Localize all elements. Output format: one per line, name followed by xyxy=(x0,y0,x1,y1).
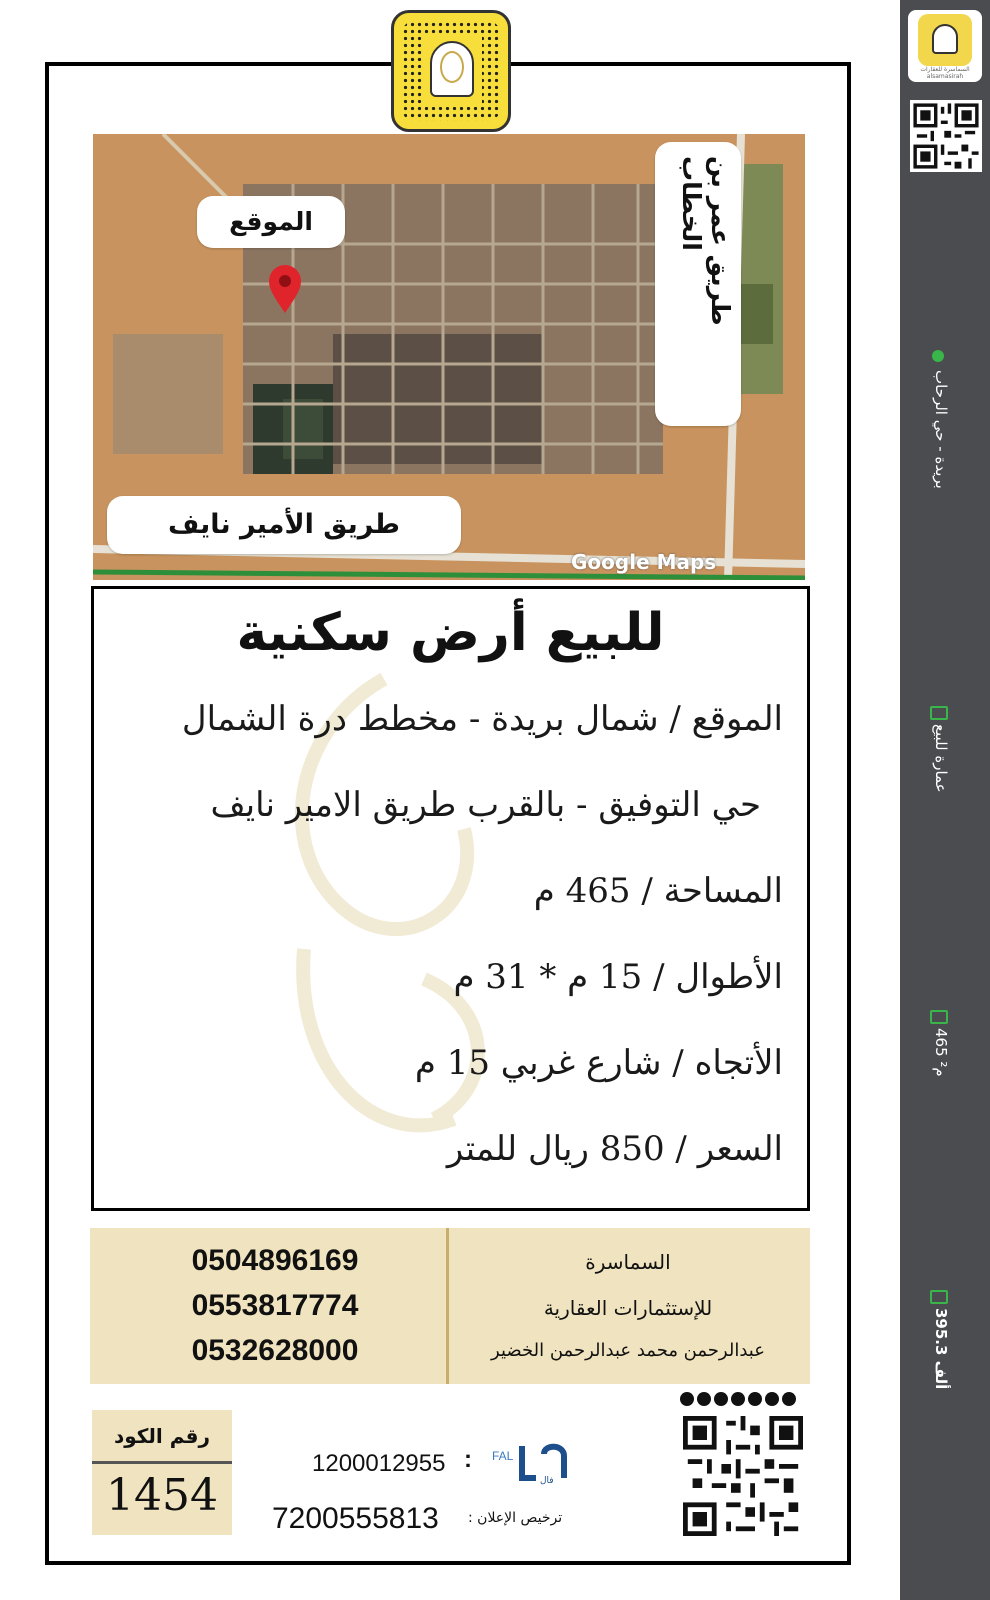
fal-colon: : xyxy=(464,1446,472,1473)
location-map xyxy=(93,134,805,580)
tiktok-icon[interactable] xyxy=(765,1392,779,1406)
map-label-road-omar: طريق عمر بن الخطاب xyxy=(655,142,741,426)
sidebar-qr-code[interactable] xyxy=(910,100,982,172)
instagram-icon[interactable] xyxy=(731,1392,745,1406)
detail-orientation: الأتجاه / شارع غربي 15 م xyxy=(414,1043,783,1083)
ad-license-label: ترخيص الإعلان : xyxy=(468,1510,563,1526)
contact-band xyxy=(90,1228,810,1384)
twitter-icon[interactable] xyxy=(748,1392,762,1406)
sidebar-location: بريدة - حي الرحاب xyxy=(932,370,950,489)
brand-logo xyxy=(908,10,982,82)
ad-license-number: 7200555813 xyxy=(272,1502,439,1535)
map-label-road-nayef: طريق الأمير نايف xyxy=(107,496,461,554)
detail-location: الموقع / شمال بريدة - مخطط درة الشمال xyxy=(181,699,783,739)
listing-qr-code[interactable] xyxy=(683,1416,803,1536)
email-icon[interactable] xyxy=(714,1392,728,1406)
owner-name: عبدالرحمن محمد عبدالرحمن الخضير xyxy=(491,1340,765,1361)
listing-code-box xyxy=(92,1410,232,1535)
logo-caption: السماسرة للعقارات alsamasirah xyxy=(920,66,970,80)
price-icon xyxy=(930,1290,948,1304)
code-value: 1454 xyxy=(106,1470,218,1521)
sidebar-property-type: عمارة للبيع xyxy=(932,724,950,793)
social-icons xyxy=(680,1391,799,1410)
snapchat-ghost-icon xyxy=(430,41,474,97)
code-label: رقم الكود xyxy=(113,1424,211,1448)
snapcode[interactable] xyxy=(391,10,511,132)
building-icon xyxy=(930,706,948,720)
svg-text:FAL: FAL xyxy=(492,1449,514,1463)
company-name: السماسرة xyxy=(585,1250,671,1274)
snapchat-ghost-icon xyxy=(918,14,972,66)
whatsapp-icon[interactable] xyxy=(680,1392,694,1406)
map-label-site: الموقع xyxy=(197,196,345,248)
map-attribution: Google Maps xyxy=(571,550,717,574)
band-divider xyxy=(446,1228,449,1384)
detail-price: السعر / 850 ريال للمتر xyxy=(446,1129,783,1169)
sidebar-area: 465 م² xyxy=(932,1028,950,1077)
telegram-icon[interactable] xyxy=(697,1392,711,1406)
phone-number[interactable]: 0532628000 xyxy=(191,1334,359,1367)
map-pin-icon xyxy=(267,264,303,314)
listing-details xyxy=(91,586,810,1211)
listing-headline: للبيع أرض سكنية xyxy=(236,603,665,663)
code-divider xyxy=(92,1461,232,1464)
fal-license-number: 1200012955 xyxy=(312,1450,446,1477)
fal-logo-mark xyxy=(492,1436,580,1492)
detail-dimensions: الأطوال / 15 م * 31 م xyxy=(453,957,783,997)
location-pin-icon xyxy=(932,350,944,362)
company-tagline: للإستثمارات العقارية xyxy=(543,1296,713,1320)
detail-area: المساحة / 465 م xyxy=(533,871,783,911)
phone-number[interactable]: 0553817774 xyxy=(191,1289,359,1322)
detail-district: حي التوفيق - بالقرب طريق الامير نايف xyxy=(210,785,761,825)
sidebar-price: 395.3 ألف xyxy=(932,1308,950,1390)
area-icon xyxy=(930,1010,948,1024)
phone-number[interactable]: 0504896169 xyxy=(191,1244,359,1277)
fal-brand: فال xyxy=(540,1476,554,1486)
snapchat-icon[interactable] xyxy=(782,1392,796,1406)
fal-logo xyxy=(492,1436,580,1492)
